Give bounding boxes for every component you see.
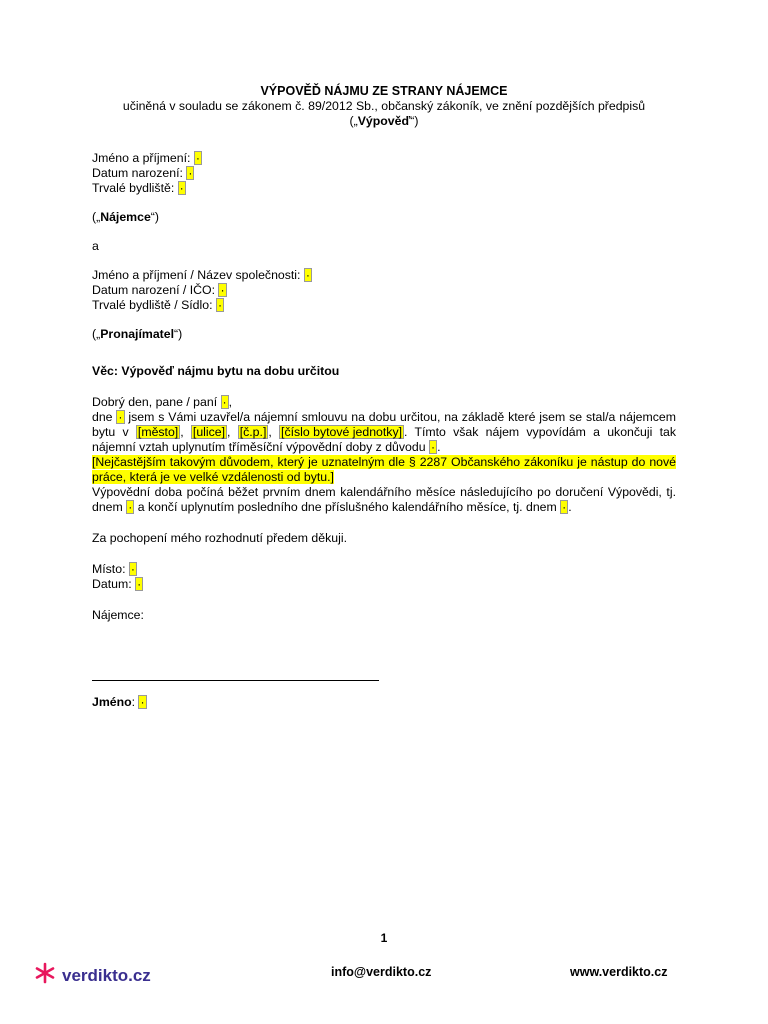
footer-email-link[interactable]: info@verdikto.cz	[331, 965, 432, 979]
landlord-dob-placeholder[interactable]: ·	[220, 283, 225, 297]
separator: ,	[268, 425, 280, 439]
start-date-placeholder[interactable]: ·	[128, 500, 133, 514]
tenant-defined-term	[92, 210, 676, 225]
p2-end: .	[568, 500, 572, 514]
p1-text-b: jsem s Vámi uzavřel/a nájemní smlouvu na dobu určitou, na základě které jsem se stal/a nájemcem bytu v	[92, 410, 676, 439]
landlord-address-line	[92, 298, 676, 313]
name-colon: :	[131, 695, 139, 709]
greeting	[92, 395, 676, 410]
landlord-dob-line	[92, 283, 676, 298]
tenant-dob-line	[92, 166, 676, 181]
landlord-address-placeholder[interactable]: ·	[217, 298, 223, 312]
tenant-term: Nájemce	[100, 210, 151, 224]
defined-term-vypoved: Výpověď	[357, 114, 411, 128]
end-date-placeholder[interactable]: ·	[562, 500, 567, 514]
subject-line: Věc: Výpověď nájmu bytu na dobu určitou	[92, 364, 340, 378]
verdikto-logo[interactable]	[34, 962, 151, 989]
document-defined-term	[92, 114, 676, 129]
date-placeholder[interactable]: ·	[137, 577, 142, 591]
addressee-placeholder[interactable]: ·	[222, 395, 227, 409]
greeting-text: Dobrý den, pane / paní	[92, 395, 221, 409]
quote-close: “)	[410, 114, 419, 128]
landlord-name-line	[92, 268, 676, 283]
date-label: Datum:	[92, 577, 136, 591]
quote-close: “)	[174, 327, 183, 341]
greeting-comma: ,	[228, 395, 233, 409]
tenant-address-label: Trvalé bydliště:	[92, 181, 178, 195]
quote-open: („	[92, 210, 101, 224]
quote-close: “)	[150, 210, 159, 224]
quote-open: („	[92, 327, 101, 341]
p1-text-a: dne	[92, 410, 117, 424]
reason-note	[92, 455, 676, 485]
document-body	[92, 84, 676, 710]
p2-text-b: a končí uplynutím posledního dne příslušného kalendářního měsíce, tj. dnem	[134, 500, 561, 514]
tenant-dob-placeholder[interactable]: ·	[188, 166, 193, 180]
unit-number-placeholder[interactable]: [číslo bytové jednotky]	[281, 425, 403, 439]
landlord-name-label: Jméno a příjmení / Název společnosti:	[92, 268, 304, 282]
place-label: Místo:	[92, 562, 129, 576]
tenant-name-placeholder[interactable]: ·	[195, 151, 200, 165]
document-subtitle: učiněná v souladu se zákonem č. 89/2012 Sb., občanský zákoník, ve znění pozdějších předpisů	[122, 99, 646, 113]
landlord-defined-term	[92, 327, 676, 342]
house-number-placeholder[interactable]: [č.p.]	[239, 425, 267, 439]
signatory-name-line	[92, 695, 676, 710]
paragraph-notice-period	[92, 485, 676, 515]
place-placeholder[interactable]: ·	[130, 562, 136, 576]
landlord-dob-label: Datum narození / IČO:	[92, 283, 219, 297]
separator: ,	[180, 425, 191, 439]
tenant-name-line	[92, 151, 676, 166]
tenant-signature-label: Nájemce:	[92, 608, 144, 622]
signatory-name-label: Jméno	[92, 695, 132, 709]
p1-text-c: . Tímto však nájem vypovídám a ukončuji tak nájemní vztah uplynutím tříměsíční výpovědní doby z důvodu	[92, 425, 676, 454]
page-footer	[0, 962, 768, 986]
landlord-address-label: Trvalé bydliště / Sídlo:	[92, 298, 216, 312]
quote-open: („	[349, 114, 358, 128]
brand-name: verdikto.cz	[62, 965, 151, 985]
separator: ,	[227, 425, 238, 439]
reason-note-text: [Nejčastějším takovým důvodem, který je uznatelným dle § 2287 Občanského zákoníku je nástup do nové práce, která je ve velké vzdálenosti od bytu.]	[92, 455, 676, 484]
tenant-dob-label: Datum narození:	[92, 166, 187, 180]
street-placeholder[interactable]: [ulice]	[192, 425, 226, 439]
date-line	[92, 577, 676, 592]
p1-end: .	[437, 440, 441, 454]
tenant-name-label: Jméno a příjmení:	[92, 151, 194, 165]
signatory-name-placeholder[interactable]: ·	[140, 695, 145, 709]
city-placeholder[interactable]: [město]	[137, 425, 179, 439]
tenant-address-line	[92, 181, 676, 196]
tenant-address-placeholder[interactable]: ·	[179, 181, 184, 195]
thanks-line: Za pochopení mého rozhodnutí předem děkuji.	[92, 531, 347, 545]
page-number: 1	[380, 931, 388, 945]
conjunction: a	[92, 239, 99, 253]
contract-date-placeholder[interactable]: ·	[118, 410, 123, 424]
footer-website-link[interactable]: www.verdikto.cz	[570, 965, 668, 979]
p2-text-a: Výpovědní doba počíná běžet prvním dnem kalendářního měsíce následujícího po doručení Výpovědi, tj. dnem	[92, 485, 676, 514]
asterisk-icon	[34, 962, 62, 989]
landlord-term: Pronajímatel	[100, 327, 175, 341]
place-line	[92, 562, 676, 577]
landlord-name-placeholder[interactable]: ·	[305, 268, 310, 282]
paragraph-lease	[92, 410, 676, 455]
document-title: VÝPOVĚĎ NÁJMU ZE STRANY NÁJEMCE	[260, 84, 508, 98]
reason-placeholder[interactable]: ·	[430, 440, 436, 454]
